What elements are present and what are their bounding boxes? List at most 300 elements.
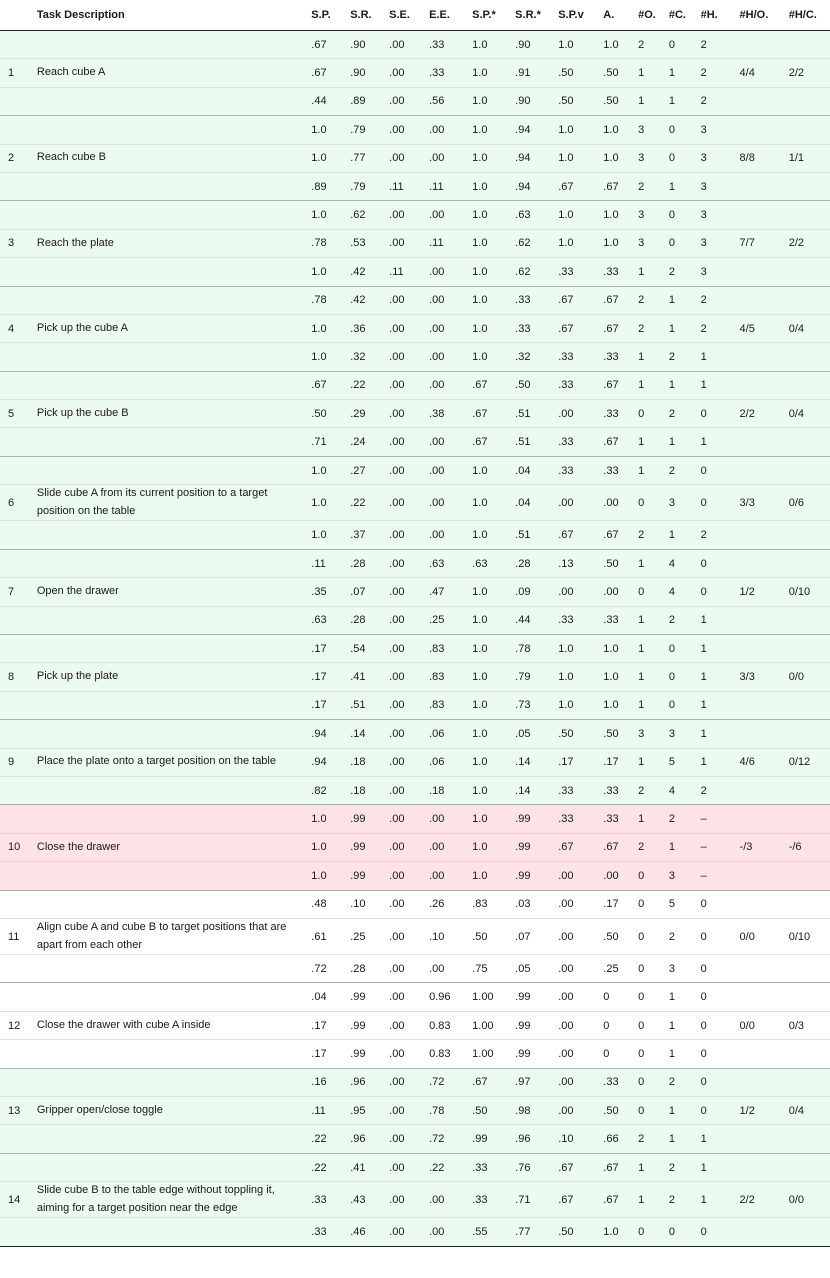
metric-cell: 1 — [693, 606, 732, 634]
task-id-cell — [0, 1153, 37, 1181]
metric-cell: 1 — [630, 1182, 661, 1218]
metric-cell: 1.0 — [303, 833, 342, 861]
metric-cell: .00 — [381, 833, 421, 861]
task-id-cell: 3 — [0, 229, 37, 257]
h-per-o-cell — [732, 1125, 781, 1153]
metric-cell: .33 — [550, 606, 595, 634]
task-id-cell — [0, 31, 37, 59]
metric-cell: 1.0 — [464, 31, 507, 59]
metric-cell: 2 — [693, 87, 732, 115]
metric-cell: .33 — [550, 456, 595, 484]
metric-cell: 0.83 — [421, 1040, 464, 1068]
metric-cell: .00 — [381, 485, 421, 521]
metric-cell: .17 — [595, 748, 630, 776]
header-row — [0, 0, 830, 31]
metric-cell: .79 — [342, 116, 381, 144]
metric-cell: .94 — [303, 720, 342, 748]
metric-cell: 0 — [595, 1011, 630, 1039]
metric-cell: .11 — [303, 1097, 342, 1125]
task-description-cell — [37, 1153, 303, 1181]
metric-cell: .00 — [421, 314, 464, 342]
metric-cell: .10 — [421, 918, 464, 954]
metric-cell: .78 — [507, 635, 550, 663]
metric-cell: .00 — [381, 371, 421, 399]
metric-cell: .33 — [550, 776, 595, 804]
metric-cell: 1.0 — [550, 116, 595, 144]
metric-cell: 0.96 — [421, 983, 464, 1011]
table-row — [0, 144, 830, 172]
task-description-cell — [37, 890, 303, 918]
metric-cell: .00 — [381, 116, 421, 144]
task-description-cell — [37, 456, 303, 484]
h-per-c-cell: 2/2 — [781, 59, 830, 87]
h-per-c-cell — [781, 172, 830, 200]
table-row — [0, 31, 830, 59]
metric-cell: .38 — [421, 400, 464, 428]
metric-cell: .00 — [381, 456, 421, 484]
metric-cell: 1 — [661, 428, 693, 456]
metric-cell: 3 — [661, 862, 693, 890]
metric-cell: 1.0 — [464, 172, 507, 200]
h-per-o-cell — [732, 549, 781, 577]
metric-cell: 1 — [693, 635, 732, 663]
task-id-cell: 8 — [0, 663, 37, 691]
metric-cell: .99 — [342, 1040, 381, 1068]
metric-cell: .67 — [595, 521, 630, 549]
table-row — [0, 258, 830, 286]
task-id-cell — [0, 116, 37, 144]
task-description-cell — [37, 172, 303, 200]
metric-cell: .00 — [381, 748, 421, 776]
h-per-c-cell — [781, 862, 830, 890]
metric-cell: 3 — [661, 720, 693, 748]
metric-cell: .18 — [342, 748, 381, 776]
task-description-cell: Gripper open/close toggle — [37, 1097, 303, 1125]
task-id-cell: 7 — [0, 578, 37, 606]
task-id-cell — [0, 805, 37, 833]
task-id-cell: 4 — [0, 314, 37, 342]
metric-cell: .00 — [381, 578, 421, 606]
metric-cell: .33 — [595, 258, 630, 286]
metric-cell: .98 — [507, 1097, 550, 1125]
h-per-c-cell: 1/1 — [781, 144, 830, 172]
h-per-c-cell — [781, 428, 830, 456]
metric-cell: .94 — [303, 748, 342, 776]
metric-cell: .67 — [550, 314, 595, 342]
h-per-c-cell — [781, 691, 830, 719]
metric-cell: .00 — [550, 983, 595, 1011]
h-per-c-cell — [781, 1125, 830, 1153]
metric-cell: .46 — [342, 1218, 381, 1246]
metric-cell: 1.0 — [464, 116, 507, 144]
metric-cell: .67 — [464, 428, 507, 456]
h-per-o-cell — [732, 343, 781, 371]
metric-cell: .33 — [550, 343, 595, 371]
metric-cell: .67 — [303, 59, 342, 87]
metric-cell: 1 — [661, 87, 693, 115]
metric-cell: 3 — [630, 720, 661, 748]
task-id-cell — [0, 635, 37, 663]
metric-cell: .32 — [342, 343, 381, 371]
metric-cell: .00 — [421, 805, 464, 833]
metric-cell: .67 — [550, 286, 595, 314]
metric-cell: .33 — [595, 400, 630, 428]
metric-cell: .00 — [381, 87, 421, 115]
metric-cell: .04 — [303, 983, 342, 1011]
metric-cell: 0 — [630, 1040, 661, 1068]
metric-cell: .33 — [421, 31, 464, 59]
metric-cell: 0 — [661, 229, 693, 257]
metric-cell: .00 — [381, 1218, 421, 1246]
metric-cell: .03 — [507, 890, 550, 918]
metric-cell: .00 — [381, 59, 421, 87]
metric-cell: 0.83 — [421, 1011, 464, 1039]
task-id-cell — [0, 720, 37, 748]
metric-cell: .51 — [507, 428, 550, 456]
metric-cell: .48 — [303, 890, 342, 918]
metric-cell: .00 — [381, 1125, 421, 1153]
metric-cell: 1.0 — [464, 201, 507, 229]
metric-cell: .99 — [342, 833, 381, 861]
metric-cell: .67 — [595, 1182, 630, 1218]
header-cell: E.E. — [421, 0, 464, 31]
metric-cell: .67 — [595, 314, 630, 342]
header-cell: S.P. — [303, 0, 342, 31]
metric-cell: .05 — [507, 955, 550, 983]
task-description-cell: Slide cube B to the table edge without toppling it, aiming for a target position near the edge — [37, 1182, 303, 1218]
task-description-cell — [37, 635, 303, 663]
metric-cell: 3 — [693, 201, 732, 229]
metric-cell: 1.0 — [550, 229, 595, 257]
metric-cell: .94 — [507, 144, 550, 172]
h-per-o-cell — [732, 890, 781, 918]
h-per-o-cell — [732, 428, 781, 456]
metric-cell: .67 — [595, 286, 630, 314]
metric-cell: 2 — [630, 286, 661, 314]
h-per-c-cell — [781, 87, 830, 115]
metric-cell: 2 — [693, 521, 732, 549]
task-description-cell — [37, 606, 303, 634]
metric-cell: .42 — [342, 286, 381, 314]
metric-cell: 0 — [693, 1218, 732, 1246]
metric-cell: .79 — [342, 172, 381, 200]
metric-cell: .97 — [507, 1068, 550, 1096]
metric-cell: 2 — [661, 606, 693, 634]
h-per-c-cell — [781, 201, 830, 229]
task-id-cell — [0, 549, 37, 577]
task-id-cell — [0, 172, 37, 200]
metric-cell: 5 — [661, 890, 693, 918]
metric-cell: .10 — [342, 890, 381, 918]
metric-cell: .00 — [550, 862, 595, 890]
metric-cell: .00 — [381, 1182, 421, 1218]
metric-cell: .67 — [550, 1182, 595, 1218]
task-description-cell — [37, 258, 303, 286]
metric-cell: .00 — [421, 485, 464, 521]
metric-cell: .76 — [507, 1153, 550, 1181]
h-per-o-cell: 4/6 — [732, 748, 781, 776]
metric-cell: .00 — [381, 691, 421, 719]
metric-cell: 2 — [630, 521, 661, 549]
metric-cell: .90 — [507, 87, 550, 115]
metric-cell: .99 — [507, 833, 550, 861]
metric-cell: 1.0 — [303, 116, 342, 144]
metric-cell: .11 — [381, 172, 421, 200]
metric-cell: – — [693, 862, 732, 890]
table-row — [0, 890, 830, 918]
h-per-c-cell: 2/2 — [781, 229, 830, 257]
metric-cell: 0 — [661, 635, 693, 663]
metric-cell: 1.0 — [303, 343, 342, 371]
metric-cell: .00 — [421, 343, 464, 371]
h-per-c-cell — [781, 116, 830, 144]
h-per-o-cell: 0/0 — [732, 1011, 781, 1039]
metric-cell: 0 — [693, 983, 732, 1011]
task-description-cell — [37, 1218, 303, 1246]
metric-cell: .17 — [303, 691, 342, 719]
metric-cell: 1.0 — [595, 635, 630, 663]
task-description-cell: Pick up the cube A — [37, 314, 303, 342]
metric-cell: 2 — [661, 400, 693, 428]
metric-cell: .33 — [595, 606, 630, 634]
metric-cell: .00 — [421, 201, 464, 229]
h-per-c-cell: 0/4 — [781, 1097, 830, 1125]
task-description-cell: Place the plate onto a target position on the table — [37, 748, 303, 776]
metric-cell: .89 — [303, 172, 342, 200]
metric-cell: .00 — [421, 116, 464, 144]
metric-cell: .06 — [421, 720, 464, 748]
metric-cell: .32 — [507, 343, 550, 371]
metric-cell: .16 — [303, 1068, 342, 1096]
metric-cell: .67 — [303, 31, 342, 59]
metric-cell: .00 — [550, 1011, 595, 1039]
header-cell: S.P.v — [550, 0, 595, 31]
metric-cell: 1.0 — [464, 663, 507, 691]
task-id-cell — [0, 201, 37, 229]
metric-cell: .51 — [507, 521, 550, 549]
header-cell: A. — [595, 0, 630, 31]
metric-cell: .96 — [342, 1125, 381, 1153]
header-cell: #H/C. — [781, 0, 830, 31]
task-description-cell: Pick up the cube B — [37, 400, 303, 428]
metric-cell: 3 — [661, 955, 693, 983]
metric-cell: .53 — [342, 229, 381, 257]
h-per-c-cell: 0/4 — [781, 400, 830, 428]
metric-cell: .22 — [342, 485, 381, 521]
metric-cell: .63 — [303, 606, 342, 634]
metric-cell: .82 — [303, 776, 342, 804]
h-per-o-cell — [732, 286, 781, 314]
h-per-o-cell — [732, 258, 781, 286]
metric-cell: .72 — [421, 1068, 464, 1096]
metric-cell: 1.00 — [464, 983, 507, 1011]
metric-cell: .22 — [303, 1125, 342, 1153]
table-row — [0, 485, 830, 521]
metric-cell: 0 — [693, 400, 732, 428]
metric-cell: .33 — [507, 286, 550, 314]
metric-cell: .50 — [464, 918, 507, 954]
metric-cell: .00 — [381, 983, 421, 1011]
metric-cell: .99 — [464, 1125, 507, 1153]
metric-cell: .00 — [550, 1040, 595, 1068]
h-per-o-cell — [732, 1153, 781, 1181]
h-per-c-cell: 0/6 — [781, 485, 830, 521]
metric-cell: .99 — [507, 983, 550, 1011]
h-per-c-cell — [781, 521, 830, 549]
metric-cell: .28 — [342, 549, 381, 577]
metric-cell: 1 — [693, 1153, 732, 1181]
task-id-cell: 2 — [0, 144, 37, 172]
metric-cell: 1.0 — [303, 862, 342, 890]
h-per-c-cell — [781, 606, 830, 634]
metric-cell: 3 — [693, 172, 732, 200]
task-id-cell — [0, 258, 37, 286]
metric-cell: .13 — [550, 549, 595, 577]
task-id-cell: 11 — [0, 918, 37, 954]
task-description-cell: Slide cube A from its current position to a target position on the table — [37, 485, 303, 521]
metric-cell: .37 — [342, 521, 381, 549]
table-row — [0, 1153, 830, 1181]
header-cell: #H. — [693, 0, 732, 31]
metric-cell: .00 — [381, 549, 421, 577]
h-per-o-cell — [732, 87, 781, 115]
metric-cell: 1 — [693, 691, 732, 719]
metric-cell: .17 — [595, 890, 630, 918]
metric-cell: .99 — [507, 862, 550, 890]
metric-cell: 1 — [693, 1182, 732, 1218]
metric-cell: .44 — [303, 87, 342, 115]
metric-cell: .00 — [381, 428, 421, 456]
metric-cell: 1.0 — [550, 691, 595, 719]
metric-cell: 0 — [693, 1040, 732, 1068]
metric-cell: .77 — [342, 144, 381, 172]
metric-cell: .00 — [421, 428, 464, 456]
metric-cell: 2 — [693, 314, 732, 342]
metric-cell: 0 — [630, 955, 661, 983]
metric-cell: .17 — [550, 748, 595, 776]
metric-cell: .14 — [507, 748, 550, 776]
metric-cell: .43 — [342, 1182, 381, 1218]
metric-cell: 1.0 — [595, 229, 630, 257]
metric-cell: .00 — [381, 144, 421, 172]
metric-cell: 1.0 — [550, 31, 595, 59]
h-per-o-cell — [732, 31, 781, 59]
table-body — [0, 31, 830, 1247]
metric-cell: 1.0 — [303, 521, 342, 549]
task-id-cell — [0, 87, 37, 115]
task-description-cell — [37, 862, 303, 890]
table-row — [0, 428, 830, 456]
metric-cell: .44 — [507, 606, 550, 634]
metric-cell: 1 — [630, 606, 661, 634]
task-description-cell — [37, 286, 303, 314]
h-per-o-cell — [732, 172, 781, 200]
metric-cell: 1.0 — [464, 833, 507, 861]
metric-cell: .50 — [464, 1097, 507, 1125]
metric-cell: .00 — [421, 456, 464, 484]
table-row — [0, 116, 830, 144]
h-per-c-cell: 0/4 — [781, 314, 830, 342]
metric-cell: 2 — [661, 343, 693, 371]
metric-cell: .17 — [303, 635, 342, 663]
metric-cell: .56 — [421, 87, 464, 115]
metric-cell: 1.0 — [303, 805, 342, 833]
header-cell: S.R. — [342, 0, 381, 31]
h-per-o-cell — [732, 805, 781, 833]
metric-cell: .99 — [507, 1040, 550, 1068]
metric-cell: 1 — [661, 172, 693, 200]
table-row — [0, 1040, 830, 1068]
metric-cell: .00 — [381, 918, 421, 954]
metric-cell: 1 — [661, 1011, 693, 1039]
metric-cell: 0 — [693, 578, 732, 606]
metric-cell: .50 — [595, 918, 630, 954]
metric-cell: 1 — [661, 983, 693, 1011]
metric-cell: .67 — [464, 400, 507, 428]
metric-cell: .83 — [421, 663, 464, 691]
metric-cell: 2 — [661, 918, 693, 954]
metric-cell: 1.00 — [464, 1011, 507, 1039]
metric-cell: 1 — [693, 343, 732, 371]
metric-cell: 1 — [693, 663, 732, 691]
metric-cell: .54 — [342, 635, 381, 663]
metric-cell: .33 — [550, 805, 595, 833]
header-cell: #O. — [630, 0, 661, 31]
metric-cell: 1 — [661, 1097, 693, 1125]
metric-cell: 1.0 — [595, 116, 630, 144]
task-id-cell — [0, 286, 37, 314]
metric-cell: .00 — [421, 286, 464, 314]
metric-cell: .27 — [342, 456, 381, 484]
task-description-cell — [37, 805, 303, 833]
metric-cell: .42 — [342, 258, 381, 286]
metric-cell: .00 — [381, 955, 421, 983]
metric-cell: .99 — [507, 805, 550, 833]
metric-cell: 0 — [630, 918, 661, 954]
metric-cell: 1 — [630, 87, 661, 115]
metric-cell: .99 — [507, 1011, 550, 1039]
metric-cell: 1 — [693, 748, 732, 776]
metric-cell: .66 — [595, 1125, 630, 1153]
metric-cell: .67 — [464, 1068, 507, 1096]
metric-cell: 1.0 — [464, 805, 507, 833]
metric-cell: .00 — [381, 1153, 421, 1181]
metric-cell: 1.0 — [303, 258, 342, 286]
h-per-o-cell — [732, 116, 781, 144]
metric-cell: 3 — [693, 229, 732, 257]
metric-cell: .00 — [595, 578, 630, 606]
metric-cell: 1 — [630, 343, 661, 371]
metric-cell: .50 — [595, 87, 630, 115]
table-row — [0, 1097, 830, 1125]
metric-cell: .00 — [550, 918, 595, 954]
metric-cell: .41 — [342, 1153, 381, 1181]
task-id-cell — [0, 691, 37, 719]
metric-cell: 1.0 — [464, 776, 507, 804]
metric-cell: .00 — [421, 521, 464, 549]
metric-cell: 2 — [693, 59, 732, 87]
metric-cell: .96 — [507, 1125, 550, 1153]
metric-cell: .18 — [421, 776, 464, 804]
metric-cell: 0 — [661, 144, 693, 172]
metric-cell: 1.0 — [464, 314, 507, 342]
metric-cell: .00 — [421, 371, 464, 399]
metric-cell: .96 — [342, 1068, 381, 1096]
h-per-c-cell — [781, 776, 830, 804]
header-cell: #C. — [661, 0, 693, 31]
h-per-c-cell — [781, 31, 830, 59]
table-row — [0, 521, 830, 549]
